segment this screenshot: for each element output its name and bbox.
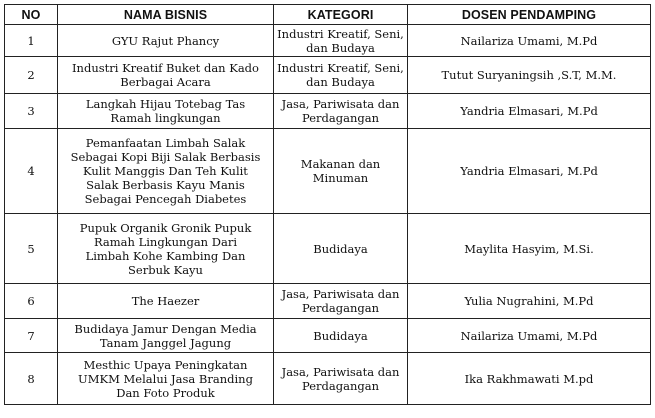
cell-kategori: Jasa, Pariwisata dan Perdagangan (274, 284, 408, 319)
cell-dosen: Tutut Suryaningsih ,S.T, M.M. (408, 57, 651, 94)
cell-nama-bisnis: Langkah Hijau Totebag Tas Ramah lingkungan (58, 94, 274, 129)
cell-kategori: Makanan dan Minuman (274, 129, 408, 214)
cell-kategori: Budidaya (274, 319, 408, 353)
cell-dosen: Nailariza Umami, M.Pd (408, 25, 651, 57)
cell-dosen: Yandria Elmasari, M.Pd (408, 129, 651, 214)
cell-nama-bisnis: Budidaya Jamur Dengan Media Tanam Janggel Jagung (58, 319, 274, 353)
table-row (5, 214, 651, 284)
table-row (5, 25, 651, 57)
cell-dosen: Yandria Elmasari, M.Pd (408, 94, 651, 129)
cell-no: 1 (5, 25, 58, 57)
header-dosen-pendamping: DOSEN PENDAMPING (408, 5, 651, 25)
cell-dosen: Nailariza Umami, M.Pd (408, 319, 651, 353)
cell-kategori: Industri Kreatif, Seni, dan Budaya (274, 57, 408, 94)
cell-kategori: Jasa, Pariwisata dan Perdagangan (274, 94, 408, 129)
cell-nama-bisnis: The Haezer (58, 284, 274, 319)
cell-kategori: Budidaya (274, 214, 408, 284)
cell-no: 2 (5, 57, 58, 94)
cell-no: 8 (5, 353, 58, 405)
cell-dosen: Maylita Hasyim, M.Si. (408, 214, 651, 284)
header-nama-bisnis: NAMA BISNIS (58, 5, 274, 25)
table-row (5, 353, 651, 405)
cell-no: 3 (5, 94, 58, 129)
cell-nama-bisnis: Industri Kreatif Buket dan Kado Berbagai Acara (58, 57, 274, 94)
table-row (5, 57, 651, 94)
cell-kategori: Jasa, Pariwisata dan Perdagangan (274, 353, 408, 405)
table-row (5, 284, 651, 319)
cell-kategori: Industri Kreatif, Seni, dan Budaya (274, 25, 408, 57)
table-row (5, 94, 651, 129)
table-row (5, 129, 651, 214)
header-kategori: KATEGORI (274, 5, 408, 25)
cell-no: 6 (5, 284, 58, 319)
cell-nama-bisnis: Pemanfaatan Limbah Salak Sebagai Kopi Biji Salak Berbasis Kulit Manggis Dan Teh Kulit Salak Berbasis Kayu Manis Sebagai Pencegah Diabetes (58, 129, 274, 214)
cell-no: 4 (5, 129, 58, 214)
business-table (4, 4, 651, 405)
table-container (4, 4, 651, 405)
header-no: NO (5, 5, 58, 25)
header-row (5, 5, 651, 25)
cell-dosen: Ika Rakhmawati M.pd (408, 353, 651, 405)
table-row (5, 319, 651, 353)
cell-dosen: Yulia Nugrahini, M.Pd (408, 284, 651, 319)
cell-no: 5 (5, 214, 58, 284)
cell-nama-bisnis: Mesthic Upaya Peningkatan UMKM Melalui Jasa Branding Dan Foto Produk (58, 353, 274, 405)
cell-nama-bisnis: GYU Rajut Phancy (58, 25, 274, 57)
cell-no: 7 (5, 319, 58, 353)
cell-nama-bisnis: Pupuk Organik Gronik Pupuk Ramah Lingkungan Dari Limbah Kohe Kambing Dan Serbuk Kayu (58, 214, 274, 284)
